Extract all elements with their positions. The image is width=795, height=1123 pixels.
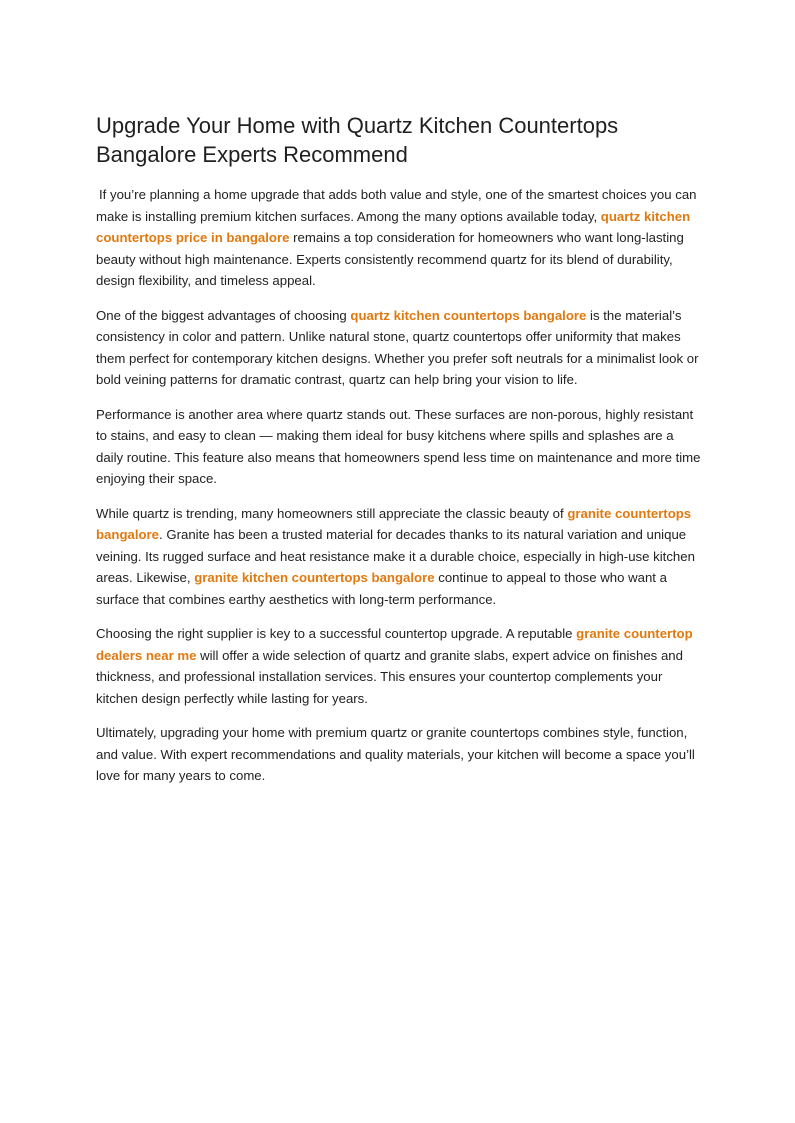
link-granite-countertops-bangalore[interactable]: granite countertops bangalore — [96, 505, 692, 542]
paragraph-granite — [96, 503, 702, 611]
paragraph-text: is the material’s consistency in color and pattern. Unlike natural stone, quartz countertops offer uniformity that makes them perfect for contemporary kitchen designs. Whether you prefer soft neutrals for a minimalist look or bold veining patterns for dramatic contrast, quartz can help bring your vision to life. — [96, 307, 699, 387]
paragraph-conclusion: Ultimately, upgrading your home with premium quartz or granite countertops combines style, function, and value. With expert recommendations and quality materials, your kitchen will become a space you’ll love for many years to come. — [96, 725, 695, 783]
link-quartz-countertops-bangalore[interactable]: quartz kitchen countertops bangalore — [350, 307, 587, 323]
link-granite-dealers-near-me[interactable]: granite countertop dealers near me — [96, 626, 693, 663]
paragraph-text: One of the biggest advantages of choosing — [96, 307, 351, 323]
paragraph-text: . Granite has been a trusted material for decades thanks to its natural variation and unique veining. Its rugged surface and heat resistance make it a durable choice, especially in high-use kitchen areas. Likewise, — [96, 527, 695, 585]
paragraph-intro — [96, 184, 702, 292]
paragraph-text: While quartz is trending, many homeowners still appreciate the classic beauty of — [96, 505, 568, 521]
paragraph-text: remains a top consideration for homeowners who want long-lasting beauty without high maintenance. Experts consistently recommend quartz for its blend of durability, design flexibility, and timeless appeal. — [96, 230, 684, 288]
paragraph-text: Choosing the right supplier is key to a successful countertop upgrade. A reputable — [96, 626, 577, 641]
link-granite-kitchen-countertops-bangalore[interactable]: granite kitchen countertops bangalore — [194, 570, 435, 585]
link-quartz-price-bangalore[interactable]: quartz kitchen countertops price in bangalore — [96, 208, 691, 245]
paragraph-text: continue to appeal to those who want a surface that combines earthy aesthetics with long-term performance. — [96, 570, 667, 607]
page-title: Upgrade Your Home with Quartz Kitchen Countertops Bangalore Experts Recommend — [96, 113, 619, 167]
paragraph-text: If you’re planning a home upgrade that adds both value and style, one of the smartest choices you can make is installing premium kitchen surfaces. Among the many options available today, — [96, 187, 697, 224]
paragraph-advantages — [96, 305, 702, 391]
paragraph-text: will offer a wide selection of quartz and granite slabs, expert advice on finishes and thickness, and professional installation services. This ensures your countertop complements your kitchen design perfectly while lasting for years. — [96, 647, 683, 706]
paragraph-supplier — [96, 623, 702, 709]
paragraph-performance: Performance is another area where quartz stands out. These surfaces are non-porous, highly resistant to stains, and easy to clean — making them ideal for busy kitchens where spills and splashes are a daily routine. This feature also means that homeowners spend less time on maintenance and more time enjoying their space. — [96, 406, 701, 486]
article — [96, 111, 702, 800]
